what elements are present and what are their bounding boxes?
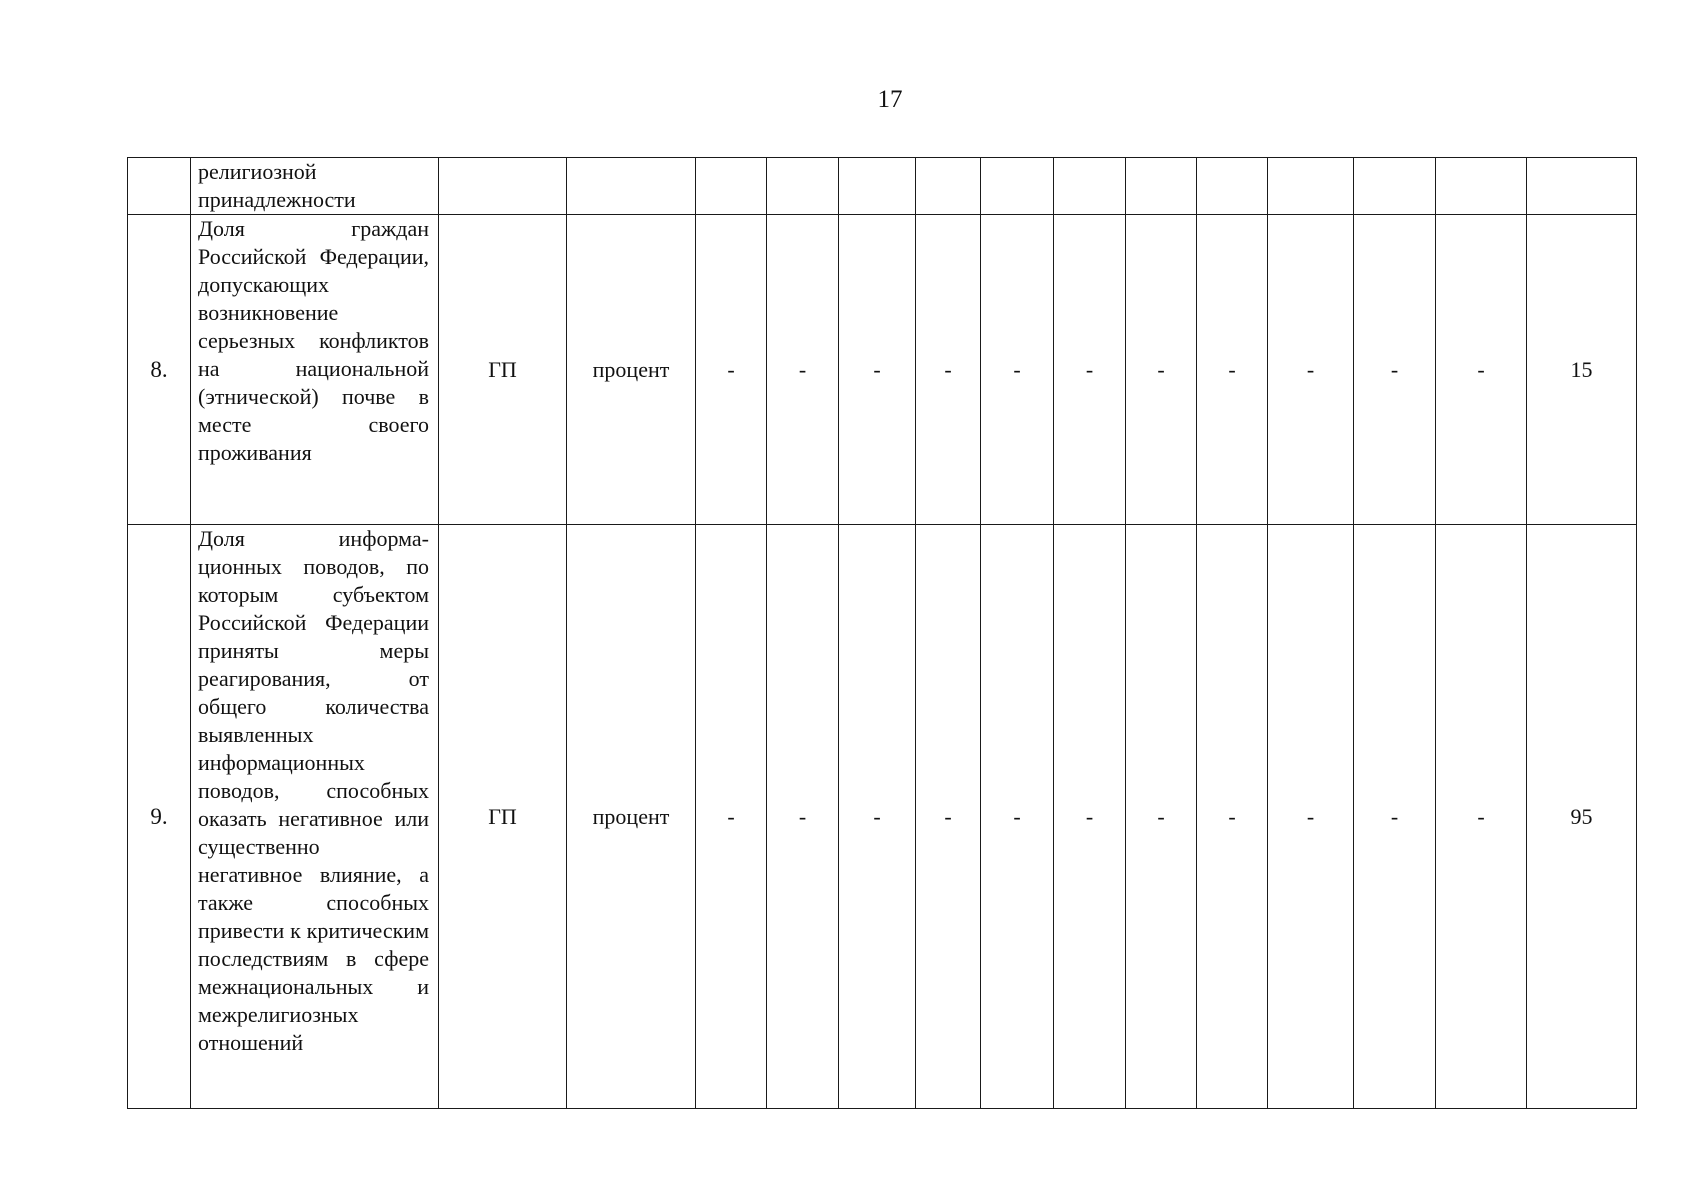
value-cell: - [1126,215,1197,525]
value-cell [1197,158,1268,215]
indicator-name-line: Федерации приняты [198,610,429,663]
indicator-name-line: информационных [198,750,365,775]
value-cell: - [696,215,767,525]
value-cell: - [1354,525,1436,1109]
target-value-cell [1527,158,1637,215]
indicator-name-line: которым субъектом [198,582,429,607]
value-cell [916,158,981,215]
value-cell: - [1268,525,1354,1109]
indicator-name-line: также способных [198,890,429,915]
value-cell [767,158,839,215]
value-cell: - [1054,215,1126,525]
indicator-name-line: оказать негативное [198,806,383,831]
value-cell: - [1436,215,1527,525]
value-cell [981,158,1054,215]
value-cell [696,158,767,215]
value-cell: - [981,215,1054,525]
value-cell: - [981,525,1054,1109]
indicator-name-line: межрелигиозных [198,1002,359,1027]
indicator-name-line: Российской [198,244,307,269]
indicator-name-line: (этнической) почве в [198,384,429,409]
indicator-name-line: месте своего [198,412,429,437]
indicator-name-line: критическим [306,918,429,943]
value-cell: - [916,525,981,1109]
indicator-name-line: последствиям в сфере [198,946,429,971]
indicator-name-line: Российской [198,610,307,635]
row-number-cell: 9. [128,525,191,1109]
indicator-name-line: допускающих [198,272,330,297]
target-value-cell: 95 [1527,525,1637,1109]
value-cell: - [1197,525,1268,1109]
value-cell: - [767,215,839,525]
indicator-name-line: Доля граждан [198,216,429,241]
value-cell [1436,158,1527,215]
indicator-name-line: выявленных [198,722,314,747]
value-cell: - [1436,525,1527,1109]
indicator-name-line: конфликтов на [198,328,429,381]
indicator-name-line: ционных поводов, по [198,554,429,579]
value-cell: - [767,525,839,1109]
level-cell: ГП [439,525,567,1109]
unit-cell: процент [567,215,696,525]
value-cell: - [916,215,981,525]
indicator-name-cell [191,215,439,525]
indicator-name-line: поводов, способных [198,778,429,803]
level-cell: ГП [439,215,567,525]
indicator-name-line: меры реагирования, [198,638,429,691]
value-cell: - [1268,215,1354,525]
value-cell [1268,158,1354,215]
indicator-name-line: проживания [198,440,312,465]
value-cell [1054,158,1126,215]
indicator-name-line: Федерации, [319,244,429,269]
indicator-name-line: серьезных [198,328,296,353]
value-cell: - [1354,215,1436,525]
unit-cell: процент [567,525,696,1109]
value-cell [1126,158,1197,215]
value-cell: - [696,525,767,1109]
table-row [128,158,1637,215]
unit-cell [567,158,696,215]
indicator-name-line: межнациональных и [198,974,429,999]
table-row [128,215,1637,525]
indicator-name-line: или существенно [198,806,429,859]
indicator-name-line: религиозной [198,159,317,184]
indicator-name-line: привести к [198,918,301,943]
indicator-name-line: негативное влияние, а [198,862,429,887]
indicator-name-line: от общего количества [198,666,429,719]
value-cell [839,158,916,215]
indicator-name-cell [191,158,439,215]
indicator-name-cell [191,525,439,1109]
value-cell: - [1054,525,1126,1109]
indicators-table [127,157,1637,1109]
indicator-name-line: Доля информа- [198,526,429,551]
page-number: 17 [877,86,903,113]
level-cell [439,158,567,215]
table-row [128,525,1637,1109]
value-cell: - [839,215,916,525]
row-number-cell: 8. [128,215,191,525]
indicator-name-line: возникновение [198,300,339,325]
target-value-cell: 15 [1527,215,1637,525]
value-cell: - [1197,215,1268,525]
value-cell: - [1126,525,1197,1109]
table-body [128,158,1637,1109]
value-cell: - [839,525,916,1109]
indicator-name-line: отношений [198,1030,304,1055]
row-number-cell [128,158,191,215]
indicator-name-line: национальной [295,356,429,381]
indicator-name-line: принадлежности [198,187,356,212]
value-cell [1354,158,1436,215]
